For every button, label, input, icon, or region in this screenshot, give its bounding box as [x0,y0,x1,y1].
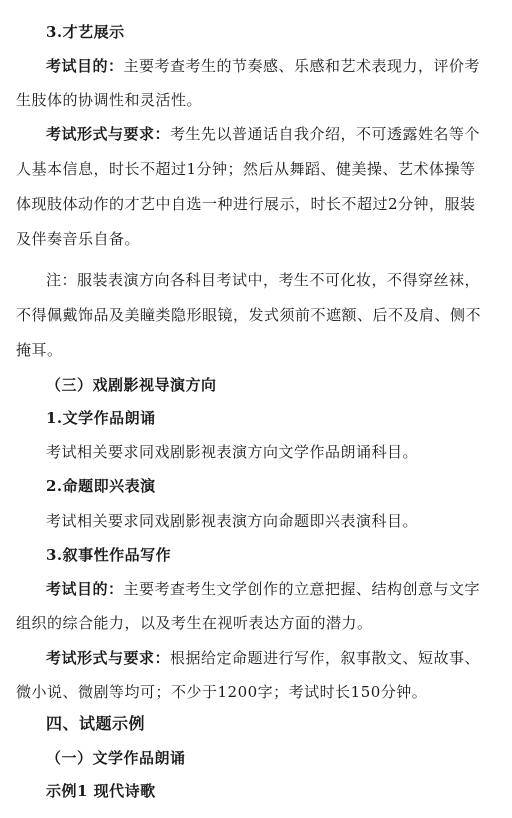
exam-format-text: 考生先以普通话自我介绍，不可透露姓名等个 [170,125,481,143]
writing-purpose-line [46,580,480,598]
example-title: 示例1 现代诗歌 [46,782,156,800]
exam-purpose-text: 主要考查考生的节奏感、乐感和艺术表现力，评价考 [123,57,481,75]
section-heading-directing: （三）戏剧影视导演方向 [46,376,217,394]
note-paragraph-line: 注：服装表演方向各科目考试中，考生不可化妆，不得穿丝袜， [46,271,481,289]
subsection-title-improvisation: 2.命题即兴表演 [46,477,156,495]
paragraph-exam-purpose-line [46,57,480,75]
writing-purpose-text: 主要考查考生文学创作的立意把握、结构创意与文字 [123,580,481,598]
subsection-text-improvisation: 考试相关要求同戏剧影视表演方向命题即兴表演科目。 [46,512,419,530]
section-title-talent: 3.才艺展示 [46,23,125,41]
paragraph-exam-format-line: 体现肢体动作的才艺中自选一种进行展示，时长不超过2分钟，服装 [16,195,476,213]
writing-purpose-line: 组织的综合能力，以及考生在视听表达方面的潜力。 [16,614,373,632]
subsection-title-recitation: 1.文学作品朗诵 [46,409,156,427]
writing-purpose-label: 考试目的： [46,580,124,598]
note-paragraph-line: 掩耳。 [16,341,63,359]
subsection-heading-recitation-examples: （一）文学作品朗诵 [46,749,186,767]
writing-format-line: 微小说、微剧等均可；不少于1200字；考试时长150分钟。 [16,683,428,701]
paragraph-exam-format-line: 及伴奏音乐自备。 [16,230,141,248]
writing-format-line [46,649,480,667]
paragraph-exam-format-line [46,125,480,143]
note-paragraph-line: 不得佩戴饰品及美瞳类隐形眼镜，发式须前不遮额、后不及肩、侧不 [16,306,482,324]
paragraph-exam-format-line: 人基本信息，时长不超过1分钟；然后从舞蹈、健美操、艺术体操等 [16,160,476,178]
exam-purpose-label: 考试目的： [46,57,124,75]
writing-format-label: 考试形式与要求： [46,649,171,667]
subsection-title-writing: 3.叙事性作品写作 [46,546,172,564]
section-heading-examples: 四、试题示例 [46,714,146,733]
subsection-text-recitation: 考试相关要求同戏剧影视表演方向文学作品朗诵科目。 [46,443,419,461]
paragraph-exam-purpose-line: 生肢体的协调性和灵活性。 [16,91,203,109]
exam-format-label: 考试形式与要求： [46,125,171,143]
writing-format-text: 根据给定命题进行写作，叙事散文、短故事、 [170,649,481,667]
